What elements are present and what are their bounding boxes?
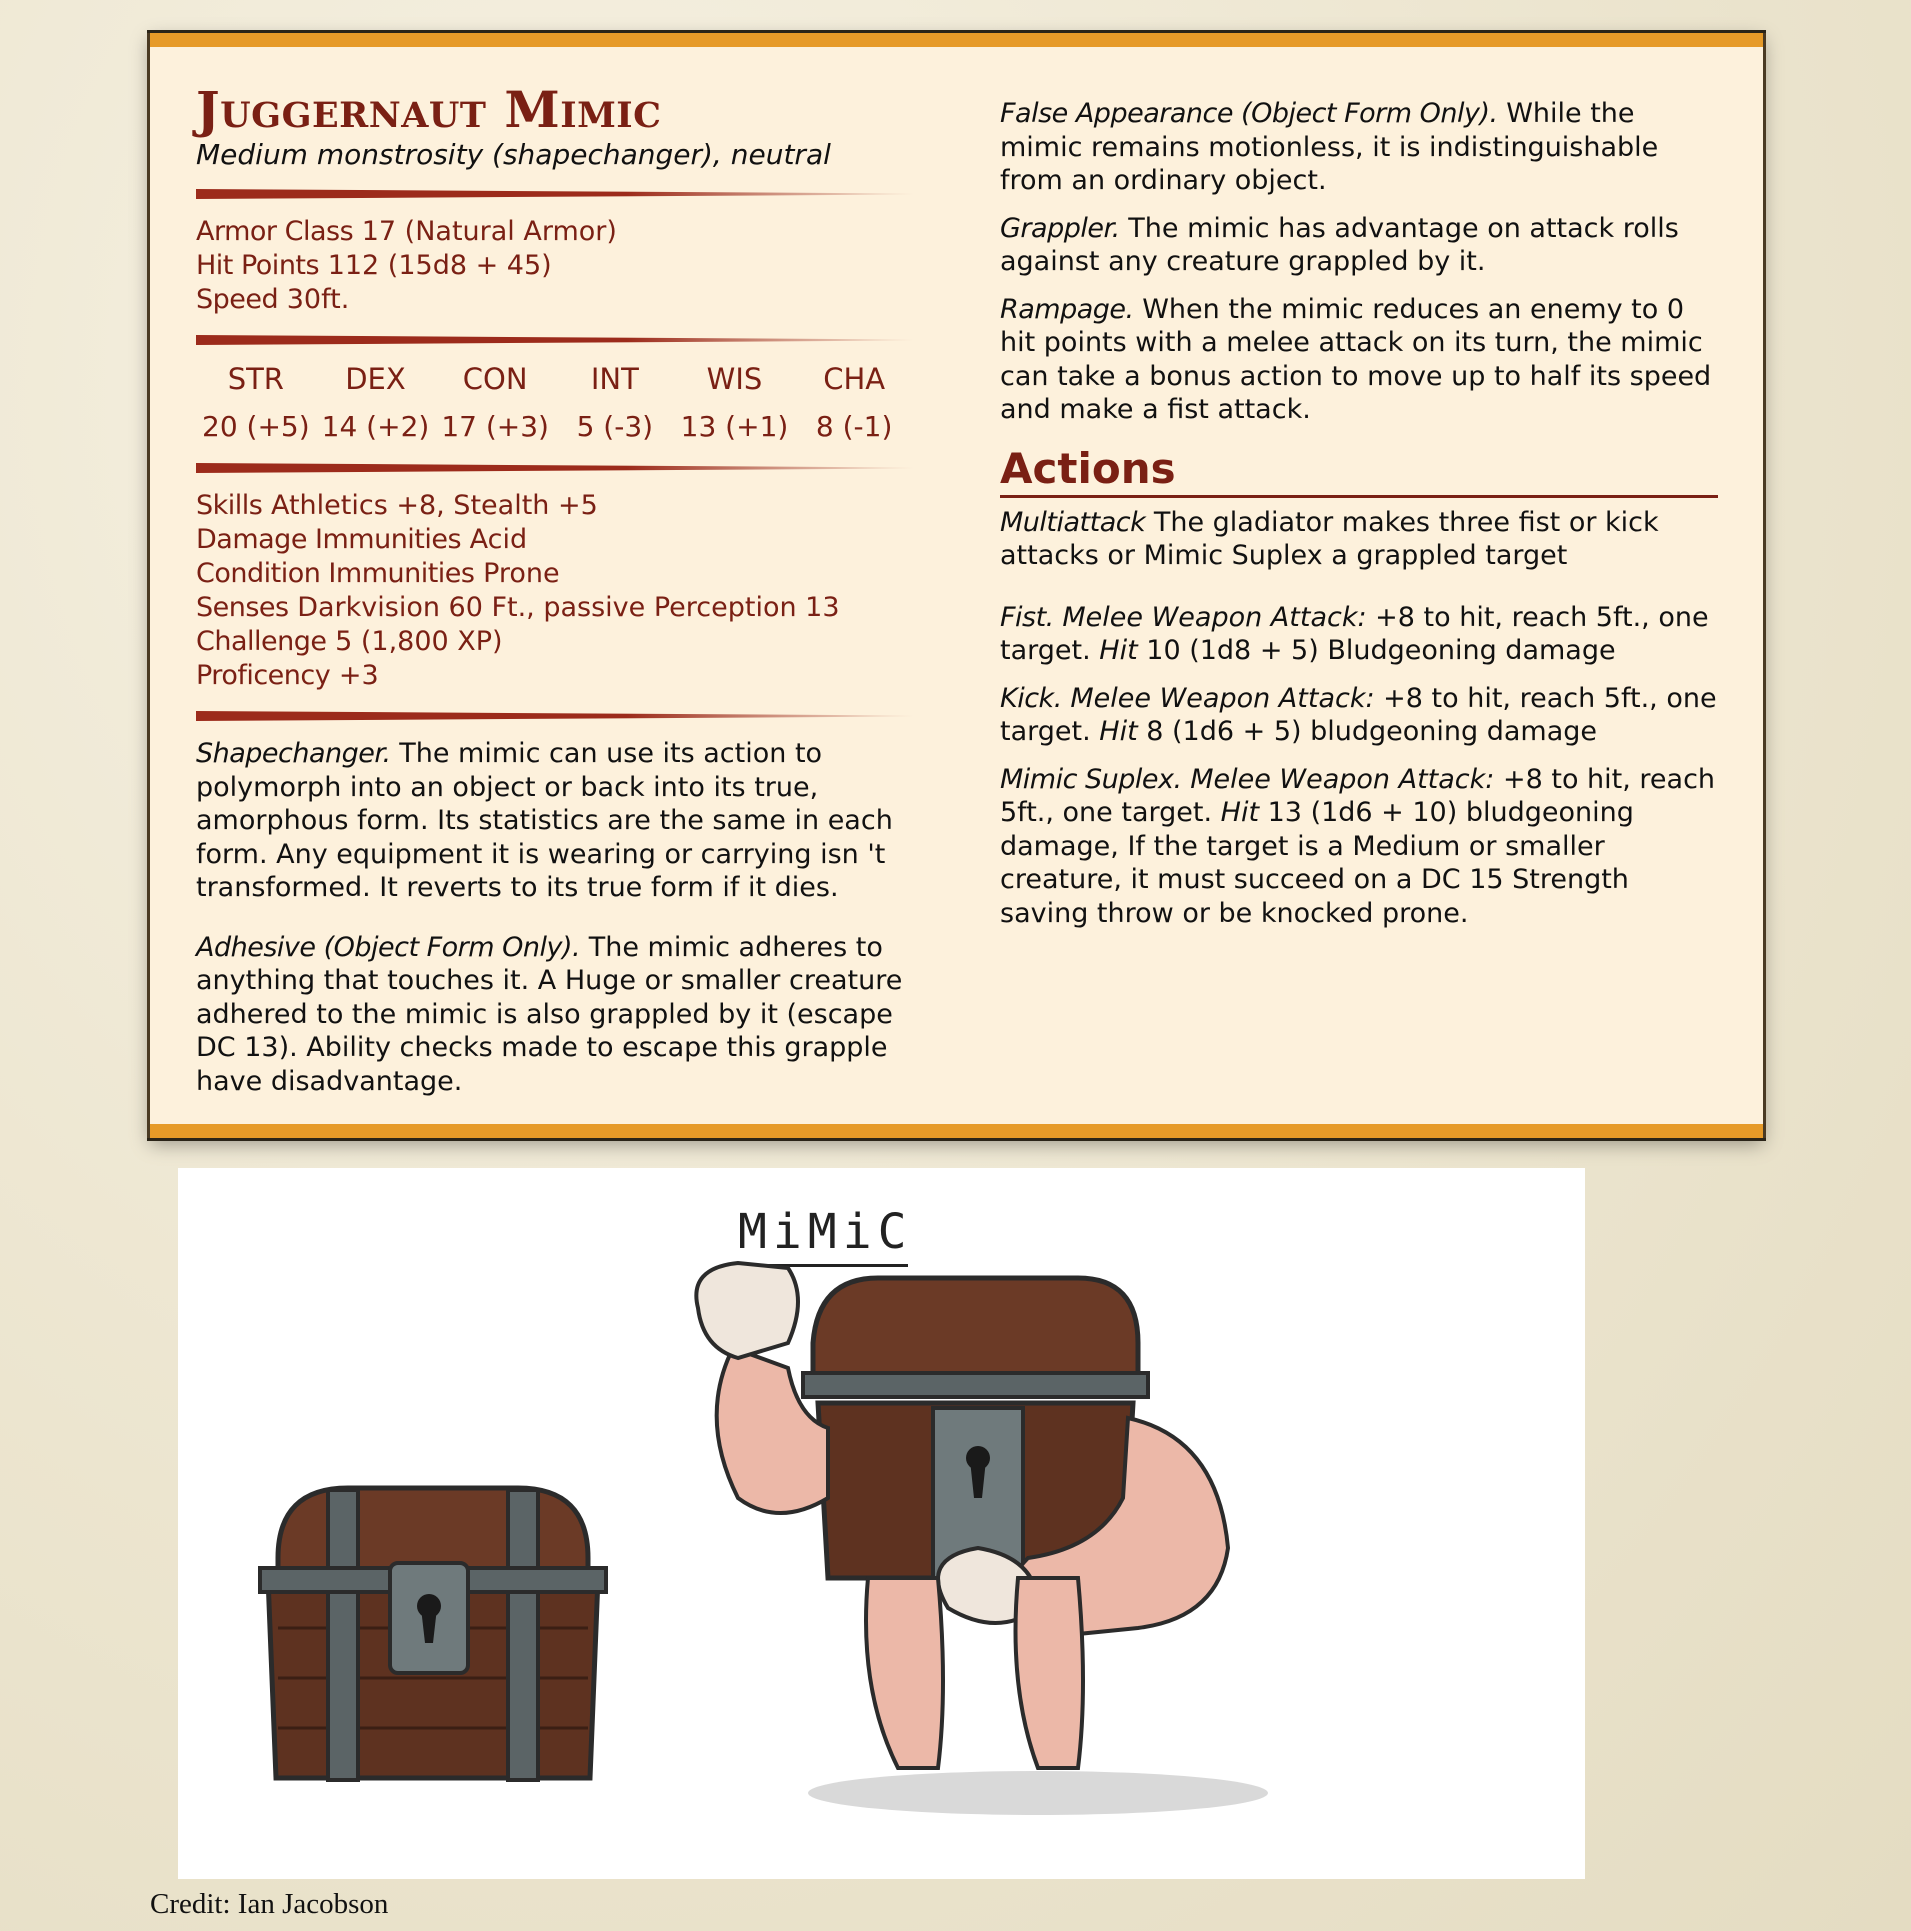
speed-line (196, 283, 914, 317)
trait-text: The mimic adheres to anything that touches it. A Huge or smaller creature adhered to the mimic is also grappled by it (escape DC 13). Ability checks made to escape this grapple have disadvantage. (196, 931, 903, 1097)
trait-text: While the mimic remains motionless, it is indistinguishable from an ordinary object. (1000, 98, 1659, 196)
ability-scores (196, 361, 914, 445)
tapered-rule (196, 711, 914, 721)
illustration-art (178, 1168, 1585, 1879)
proficiency-value: +3 (338, 660, 379, 691)
ability-score: 17 (+3) (441, 410, 549, 443)
monster-name: Juggernaut Mimic (196, 80, 662, 139)
trait-shapechanger (196, 737, 914, 905)
proficiency-label: Proficency (196, 660, 331, 691)
attack-type: Melee Weapon Attack: (1062, 601, 1367, 633)
action-name: Kick. (1000, 682, 1062, 714)
ability-score: 13 (+1) (680, 410, 789, 443)
trait-name: Rampage. (1000, 293, 1134, 325)
hit-text: 10 (1d8 + 5) Bludgeoning damage (1146, 635, 1616, 666)
action-multiattack (1000, 506, 1718, 573)
ability-name: INT (590, 362, 639, 396)
trait-name: False Appearance (Object Form Only). (1000, 98, 1498, 129)
condition-immunities-value: Prone (483, 558, 560, 589)
armor-class-value: 17 (Natural Armor) (361, 216, 617, 247)
proficiency-line (196, 659, 914, 693)
action-text: +8 to hit, reach 5ft., one target. (1000, 763, 1716, 828)
hit-text: 8 (1d6 + 5) bludgeoning damage (1146, 716, 1598, 747)
hit-points-value: 112 (15d8 + 45) (327, 250, 552, 281)
ability-score: 14 (+2) (321, 410, 430, 443)
action-text: The gladiator makes three fist or kick attacks or Mimic Suplex a grappled target (1000, 506, 1659, 571)
senses-label: Senses (196, 592, 289, 623)
challenge-value: 5 (1,800 XP) (335, 626, 503, 657)
trait-text: The mimic has advantage on attack rolls against any creature grappled by it. (1000, 212, 1679, 277)
skills-line (196, 489, 914, 523)
monster-type: Medium monstrosity (shapechanger), neutral (196, 138, 831, 171)
ability-score: 20 (+5) (202, 410, 310, 443)
senses-value: Darkvision 60 Ft., passive Perception 13 (297, 592, 840, 623)
attack-type: Melee Weapon Attack: (1190, 763, 1495, 795)
armor-class-label: Armor Class (196, 216, 354, 247)
trait-rampage (1000, 293, 1718, 427)
trait-false-appearance (1000, 97, 1718, 198)
trait-text: The mimic can use its action to polymorph into an object or back into its true, amorphous form. Its statistics are the same in each form. Any equipment it is wearing or carrying isn 't transformed. It reverts to its true form if it dies. (196, 738, 893, 903)
trait-grappler (1000, 212, 1718, 279)
tapered-rule (196, 189, 914, 199)
tapered-rule (196, 463, 914, 473)
action-name: Mimic Suplex. (1000, 763, 1182, 795)
tapered-rule (196, 335, 914, 345)
hit-points-label: Hit Points (196, 250, 320, 281)
hit-label: Hit (1220, 797, 1260, 828)
ability-name: STR (227, 362, 284, 396)
damage-immunities-value: Acid (469, 524, 528, 555)
stat-block-right-column (1000, 97, 1718, 944)
ability-score: 5 (-3) (576, 410, 654, 443)
hit-label: Hit (1099, 716, 1138, 747)
stat-block (150, 33, 1763, 1138)
action-name: Multiattack (1000, 506, 1146, 538)
condition-immunities-label: Condition Immunities (196, 558, 475, 589)
action-fist (1000, 601, 1718, 668)
speed-label: Speed (196, 284, 279, 315)
trait-text: When the mimic reduces an enemy to 0 hit points with a melee attack on its turn, the mimic can take a bonus action to move up to half its speed and make a fist attack. (1000, 293, 1712, 425)
senses-line (196, 591, 914, 625)
damage-immunities-label: Damage Immunities (196, 524, 462, 555)
treasure-chest-drawing (260, 1488, 606, 1780)
illustration-title: MiMiC (738, 1204, 908, 1267)
action-mimic-suplex (1000, 763, 1718, 931)
action-text: +8 to hit, reach 5ft., one target. (1000, 601, 1709, 666)
challenge-line (196, 625, 914, 659)
action-kick (1000, 682, 1718, 749)
trait-name: Adhesive (Object Form Only). (196, 931, 581, 963)
mimic-illustration (178, 1168, 1585, 1879)
hit-points-line (196, 249, 914, 283)
juggernaut-mimic-drawing (696, 1263, 1268, 1815)
trait-name: Grappler. (1000, 212, 1120, 244)
challenge-label: Challenge (196, 626, 327, 657)
condition-immunities-line (196, 557, 914, 591)
ability-score: 8 (-1) (815, 410, 893, 443)
damage-immunities-line (196, 523, 914, 557)
ability-name: DEX (345, 362, 406, 396)
ability-name: WIS (706, 362, 763, 396)
image-credit: Credit: Ian Jacobson (150, 1888, 389, 1920)
trait-adhesive (196, 931, 914, 1099)
attack-type: Melee Weapon Attack: (1070, 682, 1375, 714)
hit-label: Hit (1099, 635, 1138, 666)
action-text: +8 to hit, reach 5ft., one target. (1000, 682, 1717, 747)
ability-name: CHA (823, 362, 886, 396)
speed-value: 30ft. (286, 284, 350, 315)
action-name: Fist. (1000, 601, 1054, 633)
skills-label: Skills (196, 490, 263, 521)
ability-name: CON (462, 362, 528, 396)
skills-value: Athletics +8, Stealth +5 (270, 490, 598, 521)
actions-heading: Actions (1000, 445, 1718, 498)
stat-block-left-column (196, 80, 914, 1124)
armor-class-line (196, 215, 914, 249)
hit-text: 13 (1d6 + 10) bludgeoning damage, If the target is a Medium or smaller creature, it must succeed on a DC 15 Strength saving throw or be knocked prone. (1000, 797, 1634, 929)
trait-name: Shapechanger. (196, 738, 391, 769)
